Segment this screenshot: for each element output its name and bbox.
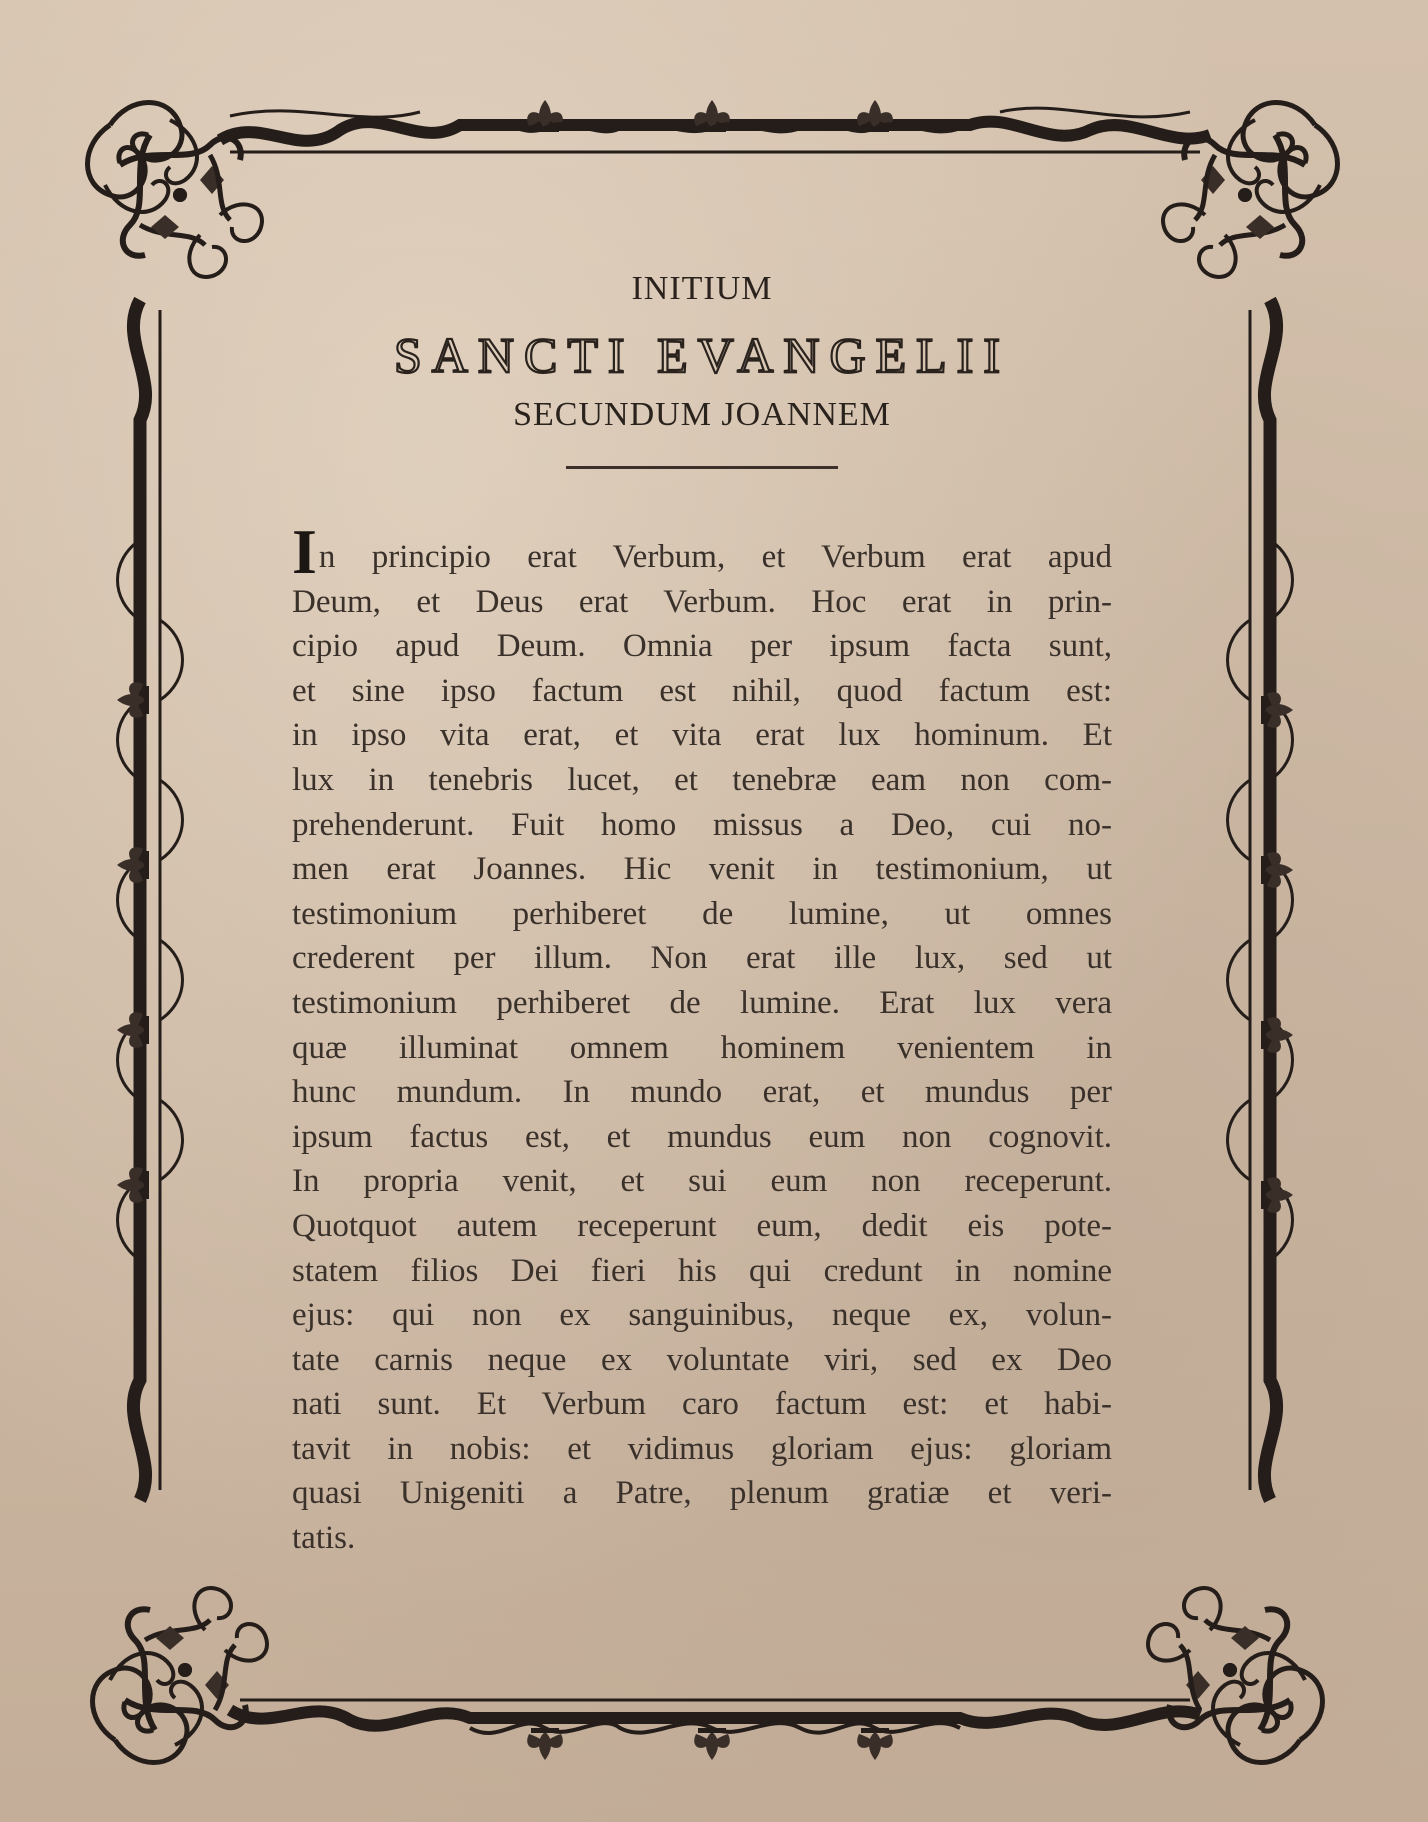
text-line: statem filios Dei fieri his qui credunt in nomine: [292, 1252, 1112, 1289]
text-line: cipio apud Deum. Omnia per ipsum facta sunt,: [292, 628, 1112, 665]
text-line: Deum, et Deus erat Verbum. Hoc erat in prin-: [292, 583, 1112, 620]
gospel-text: [292, 516, 1112, 1561]
text-line: quasi Unigeniti a Patre, plenum gratiæ et veri-: [292, 1475, 1112, 1512]
text-line: lux in tenebris lucet, et tenebræ eam non com-: [292, 761, 1112, 798]
text-line: tavit in nobis: et vidimus gloriam ejus: gloriam: [292, 1430, 1112, 1467]
text-line: prehenderunt. Fuit homo missus a Deo, cui no-: [292, 806, 1112, 843]
text-line: tatis.: [292, 1520, 356, 1557]
text-line: ipsum factus est, et mundus eum non cognovit.: [292, 1118, 1112, 1155]
heading-initium: INITIUM: [631, 270, 773, 307]
text-line: In propria venit, et sui eum non receperunt.: [292, 1163, 1112, 1200]
text-line: quæ illuminat omnem hominem venientem in: [292, 1029, 1112, 1066]
text-line: Quotquot autem receperunt eum, dedit eis pote-: [292, 1207, 1112, 1244]
text-line: testimonium perhiberet de lumine. Erat lux vera: [292, 984, 1112, 1021]
text-line: et sine ipso factum est nihil, quod factum est:: [292, 672, 1112, 709]
text-line: In principio erat Verbum, et Verbum erat apud: [292, 516, 1112, 587]
drop-cap: I: [292, 516, 317, 587]
text-block: [292, 262, 1112, 1561]
heading-subtitle: SECUNDUM JOANNEM: [513, 396, 891, 433]
text-line: in ipso vita erat, et vita erat lux hominum. Et: [292, 717, 1112, 754]
title-divider: [566, 466, 838, 469]
text-line: testimonium perhiberet de lumine, ut omnes: [292, 895, 1112, 932]
text-line: hunc mundum. In mundo erat, et mundus per: [292, 1074, 1112, 1111]
heading-title: SANCTI EVANGELII: [394, 327, 1010, 383]
text-line: tate carnis neque ex voluntate viri, sed ex Deo: [292, 1341, 1112, 1378]
text-line: ejus: qui non ex sanguinibus, neque ex, volun-: [292, 1297, 1112, 1334]
text-line: men erat Joannes. Hic venit in testimonium, ut: [292, 851, 1112, 888]
text-line: nati sunt. Et Verbum caro factum est: et habi-: [292, 1386, 1112, 1423]
text-line: crederent per illum. Non erat ille lux, sed ut: [292, 940, 1112, 977]
